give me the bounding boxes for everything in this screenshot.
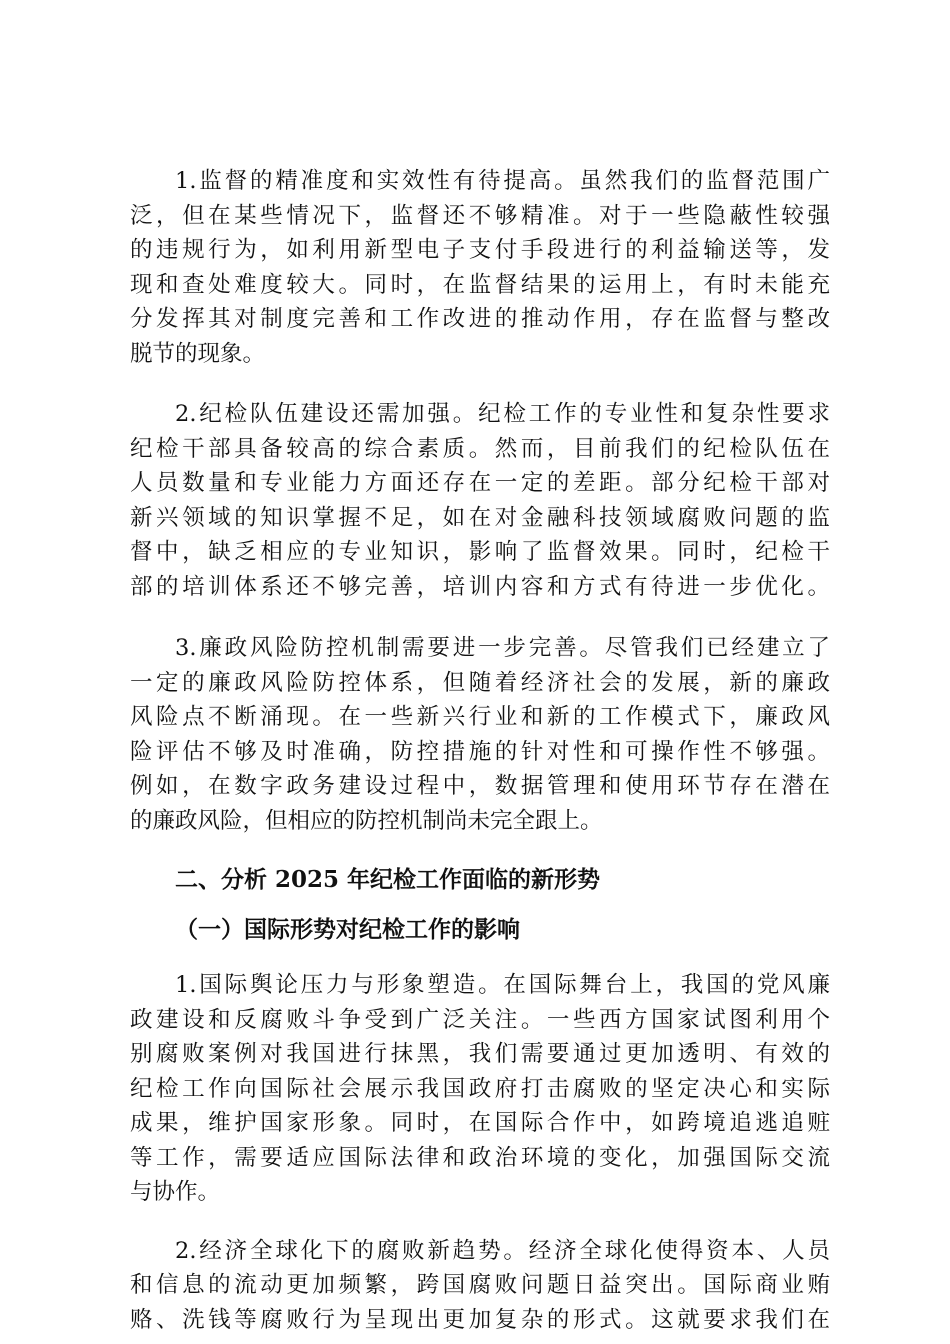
text-line: 和信息的流动更加频繁，跨国腐败问题日益突出。国际商业贿	[130, 1272, 830, 1298]
text-line: 分发挥其对制度完善和工作改进的推动作用，存在监督与整改	[130, 306, 830, 332]
paragraph-international-opinion	[130, 968, 830, 1210]
text-line: 的违规行为，如利用新型电子支付手段进行的利益输送等，发	[130, 237, 830, 263]
text-line: 纪检干部具备较高的综合素质。然而，目前我们的纪检队伍在	[130, 435, 830, 462]
text-line: 险评估不够及时准确，防控措施的针对性和可操作性不够强。	[130, 738, 830, 765]
text-line: 2.纪检队伍建设还需加强。纪检工作的专业性和复杂性要求	[175, 401, 830, 427]
text-line: 纪检工作向国际社会展示我国政府打击腐败的坚定决心和实际	[130, 1075, 830, 1102]
text-line: 2.经济全球化下的腐败新趋势。经济全球化使得资本、人员	[175, 1237, 830, 1264]
text-line: 一定的廉政风险防控体系，但随着经济社会的发展，新的廉政	[130, 669, 830, 696]
text-line: 3.廉政风险防控机制需要进一步完善。尽管我们已经建立了	[175, 635, 830, 661]
text-line: 成果，维护国家形象。同时，在国际合作中，如跨境追逃追赃	[130, 1110, 830, 1136]
document-page	[130, 164, 830, 1337]
text-line: 风险点不断涌现。在一些新兴行业和新的工作模式下，廉政风	[130, 704, 830, 730]
text-line: 脱节的现象。	[130, 340, 266, 367]
text-line: 别腐败案例对我国进行抹黑，我们需要通过更加透明、有效的	[130, 1041, 830, 1067]
paragraph-globalization-trend	[130, 1234, 830, 1338]
text-line: 人员数量和专业能力方面还存在一定的差距。部分纪检干部对	[130, 470, 830, 496]
paragraph-risk-control	[130, 631, 830, 838]
text-line: 1.监督的精准度和实效性有待提高。虽然我们的监督范围广	[175, 168, 830, 194]
section-heading: 二、分析 2025 年纪检工作面临的新形势	[175, 866, 601, 893]
text-line: 1.国际舆论压力与形象塑造。在国际舞台上，我国的党风廉	[175, 972, 830, 998]
text-line: 政建设和反腐败斗争受到广泛关注。一些西方国家试图利用个	[130, 1006, 830, 1033]
text-line: 与协作。	[130, 1179, 221, 1205]
text-line: 的廉政风险，但相应的防控机制尚未完全跟上。	[130, 807, 603, 834]
subsection-heading: （一）国际形势对纪检工作的影响	[175, 916, 520, 943]
paragraph-supervision-precision	[130, 164, 830, 371]
text-line: 泛，但在某些情况下，监督还不够精准。对于一些隐蔽性较强	[130, 202, 830, 229]
text-line: 部的培训体系还不够完善，培训内容和方式有待进一步优化。	[130, 573, 830, 600]
text-line: 赂、洗钱等腐败行为呈现出更加复杂的形式。这就要求我们在	[130, 1306, 830, 1333]
text-line: 现和查处难度较大。同时，在监督结果的运用上，有时未能充	[130, 271, 830, 298]
text-line: 例如，在数字政务建设过程中，数据管理和使用环节存在潜在	[130, 773, 830, 799]
text-line: 新兴领域的知识掌握不足，如在对金融科技领域腐败问题的监	[130, 504, 830, 531]
paragraph-team-building	[130, 397, 830, 604]
text-line: 督中，缺乏相应的专业知识，影响了监督效果。同时，纪检干	[130, 539, 830, 565]
text-line: 等工作，需要适应国际法律和政治环境的变化，加强国际交流	[130, 1144, 830, 1171]
